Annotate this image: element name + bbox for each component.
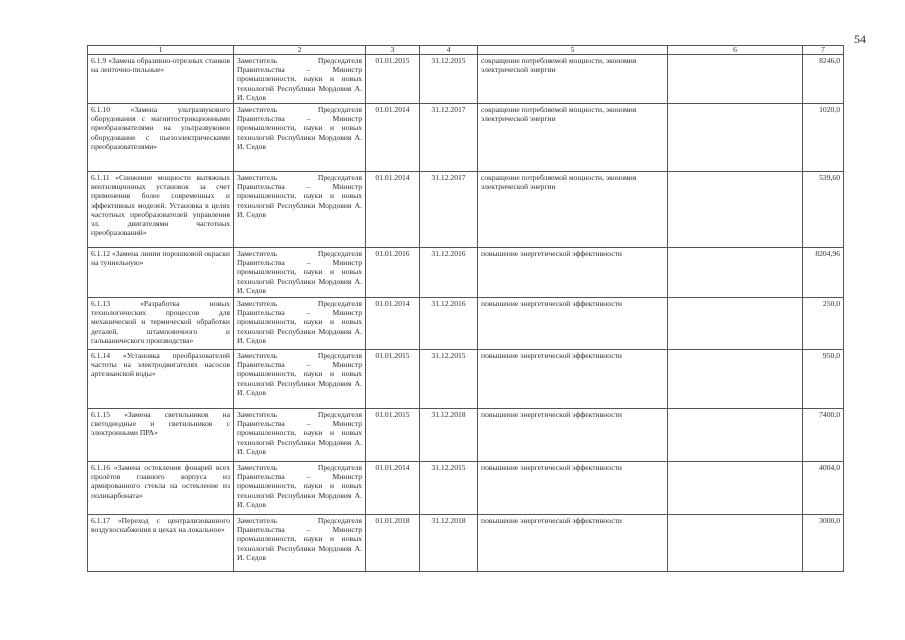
responsible-cell: Заместитель Председателя Правительства – Министр промышленности, науки и новых технологий Республики Мордовия А. И. Седов [234,409,366,462]
measure-name-cell: 6.1.14 «Установка преобразователей частоты на электродвигателях насосов артезианской воды» [88,350,234,409]
end-date-cell: 31.12.2015 [420,55,478,104]
table-row [88,298,844,350]
start-date-cell: 01.01.2014 [366,462,420,515]
end-date-cell: 31.12.2018 [420,409,478,462]
column-number: 2 [234,46,366,55]
expected-result-cell: повышение энергетической эффективности [478,350,668,409]
expected-result-cell: повышение энергетической эффективности [478,298,668,350]
column-number: 5 [478,46,668,55]
responsible-cell: Заместитель Председателя Правительства – Министр промышленности, науки и новых технологий Республики Мордовия А. И. Седов [234,172,366,248]
page-number: 54 [854,32,866,46]
end-date-cell: 31.12.2017 [420,104,478,172]
empty-cell [668,104,803,172]
end-date-cell: 31.12.2016 [420,298,478,350]
responsible-cell: Заместитель Председателя Правительства – Министр промышленности, науки и новых технологий Республики Мордовия А. И. Седов [234,248,366,298]
column-number: 3 [366,46,420,55]
table-row [88,55,844,104]
responsible-cell: Заместитель Председателя Правительства – Министр промышленности, науки и новых технологий Республики Мордовия А. И. Седов [234,104,366,172]
column-number: 7 [803,46,844,55]
table-row [88,248,844,298]
amount-cell: 4004,0 [803,462,844,515]
empty-cell [668,172,803,248]
empty-cell [668,55,803,104]
measure-name-cell: 6.1.13 «Разработка новых технологических процессов для механической и термической обработки деталей, штамповочного и гальванического производства» [88,298,234,350]
start-date-cell: 01.01.2015 [366,350,420,409]
start-date-cell: 01.01.2014 [366,298,420,350]
measure-name-cell: 6.1.17 «Переход с централизованного воздухоснабжения в цехах на локальное» [88,515,234,572]
responsible-cell: Заместитель Председателя Правительства – Министр промышленности, науки и новых технологий Республики Мордовия А. И. Седов [234,350,366,409]
responsible-cell: Заместитель Председателя Правительства – Министр промышленности, науки и новых технологий Республики Мордовия А. И. Седов [234,462,366,515]
end-date-cell: 31.12.2016 [420,248,478,298]
empty-cell [668,515,803,572]
empty-cell [668,350,803,409]
start-date-cell: 01.01.2015 [366,55,420,104]
expected-result-cell: сокращение потребляемой мощности, экономия электрической энергии [478,172,668,248]
end-date-cell: 31.12.2018 [420,515,478,572]
amount-cell: 3000,0 [803,515,844,572]
expected-result-cell: повышение энергетической эффективности [478,248,668,298]
amount-cell: 8204,96 [803,248,844,298]
empty-cell [668,462,803,515]
amount-cell: 250,0 [803,298,844,350]
expected-result-cell: сокращение потребляемой мощности, экономия электрической энергии [478,104,668,172]
column-number: 1 [88,46,234,55]
column-number: 4 [420,46,478,55]
end-date-cell: 31.12.2015 [420,350,478,409]
table-row [88,104,844,172]
amount-cell: 539,60 [803,172,844,248]
table-row [88,409,844,462]
responsible-cell: Заместитель Председателя Правительства – Министр промышленности, науки и новых технологий Республики Мордовия А. И. Седов [234,298,366,350]
empty-cell [668,298,803,350]
amount-cell: 1020,0 [803,104,844,172]
measure-name-cell: 6.1.9 «Замена образивно-отрезных станков на ленточно-пильные» [88,55,234,104]
expected-result-cell: повышение энергетической эффективности [478,409,668,462]
start-date-cell: 01.01.2016 [366,248,420,298]
amount-cell: 7400,0 [803,409,844,462]
measures-table [87,45,844,572]
empty-cell [668,248,803,298]
measure-name-cell: 6.1.11 «Снижение мощности вытяжных вентиляционных установок за счет применения более современных и эффективных моделей. Установка в целях частотных преобразователей управления эл. двигателями частотных преобразований» [88,172,234,248]
responsible-cell: Заместитель Председателя Правительства – Министр промышленности, науки и новых технологий Республики Мордовия А. И. Седов [234,515,366,572]
column-number: 6 [668,46,803,55]
column-numbers-row [88,46,844,55]
expected-result-cell: повышение энергетической эффективности [478,462,668,515]
table-row [88,515,844,572]
table-row [88,350,844,409]
table-row [88,462,844,515]
measure-name-cell: 6.1.12 «Замена линии порошковой окраски на туннельную» [88,248,234,298]
table-row [88,172,844,248]
end-date-cell: 31.12.2015 [420,462,478,515]
start-date-cell: 01.01.2018 [366,515,420,572]
start-date-cell: 01.01.2015 [366,409,420,462]
responsible-cell: Заместитель Председателя Правительства – Министр промышленности, науки и новых технологий Республики Мордовия А. И. Седов [234,55,366,104]
start-date-cell: 01.01.2014 [366,104,420,172]
start-date-cell: 01.01.2014 [366,172,420,248]
expected-result-cell: повышение энергетической эффективности [478,515,668,572]
expected-result-cell: сокращение потребляемой мощности, экономия электрической энергии [478,55,668,104]
empty-cell [668,409,803,462]
amount-cell: 950,0 [803,350,844,409]
end-date-cell: 31.12.2017 [420,172,478,248]
measure-name-cell: 6.1.16 «Замена остекления фонарей всех пролётов главного корпуса из армированного стекла на остекление из поликарбоната» [88,462,234,515]
measure-name-cell: 6.1.15 «Замена светильников на светодиодные и светильников с электронными ПРА» [88,409,234,462]
measure-name-cell: 6.1.10 «Замена ультразвукового оборудования с магнитострикционными преобразователями на ультразвуковое оборудование с пьезоэлектрическими преобразователями» [88,104,234,172]
amount-cell: 8246,0 [803,55,844,104]
